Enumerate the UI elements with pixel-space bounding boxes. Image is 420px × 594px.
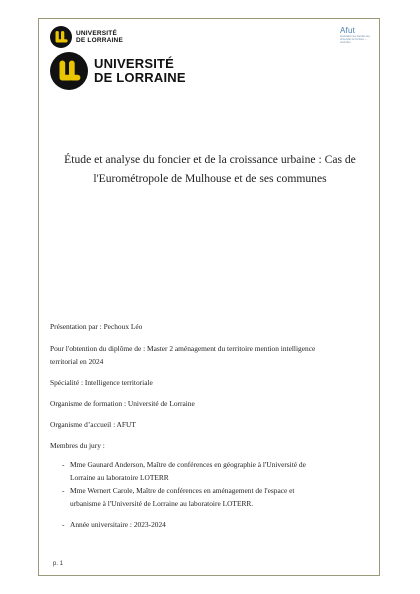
afut-logo [340,26,374,44]
diploma-line-2: territorial en 2024 [50,357,104,366]
logo-small-line1: UNIVERSITÉ [76,29,118,37]
university-logo-large [50,52,186,90]
jury-member-line-1: Mme Gaunard Anderson, Maître de conférences en géographie à l'Université de [70,460,306,469]
jury-member-line-2: urbanisme à l'Université de Lorraine au laboratoire LOTERR. [70,499,254,508]
title-line-1: Étude et analyse du foncier et de la croissance urbaine : Cas de [64,153,356,166]
university-logo-small [50,26,123,48]
academic-year-item [50,518,370,531]
presented-by: Présentation par : Pechoux Léo [50,322,143,331]
jury-heading: Membres du jury : [50,441,105,450]
logo-large-line2: DE LORRAINE [94,70,186,85]
list-dash: - [62,460,65,469]
jury-member [50,458,370,484]
page-number: p. 1 [53,561,64,567]
speciality: Spécialité : Intelligence territoriale [50,378,153,387]
logo-small-line2: DE LORRAINE [76,37,123,44]
host-organisation: Organisme d’accueil : AFUT [50,420,136,429]
university-logo-mark-icon [50,26,72,48]
list-dash: - [62,520,65,529]
title-line-2: l'Eurométropole de Mulhouse et de ses communes [93,172,327,185]
jury-list [50,458,370,531]
academic-year: Année universitaire : 2023-2024 [70,520,166,529]
jury-member-line-2: Lorraine au laboratoire LOTERR [70,473,169,482]
university-logo-mark-icon [50,52,88,90]
afut-logo-name: Afut [340,26,356,35]
list-dash: - [62,486,65,495]
afut-logo-tagline: Association des Facultés des Universités du Territoire — Grand Est [340,36,370,44]
diploma-line-1: Pour l'obtention du diplôme de : Master 2 aménagement du territoire mention intelligence [50,344,316,353]
document-meta [50,321,370,452]
logo-large-line1: UNIVERSITÉ [94,56,175,71]
jury-member-line-1: Mme Wernert Carole, Maître de conférences en aménagement de l'espace et [70,486,295,495]
training-organisation: Organisme de formation : Université de Lorraine [50,399,195,408]
document-title [44,150,376,188]
jury-member [50,484,370,510]
